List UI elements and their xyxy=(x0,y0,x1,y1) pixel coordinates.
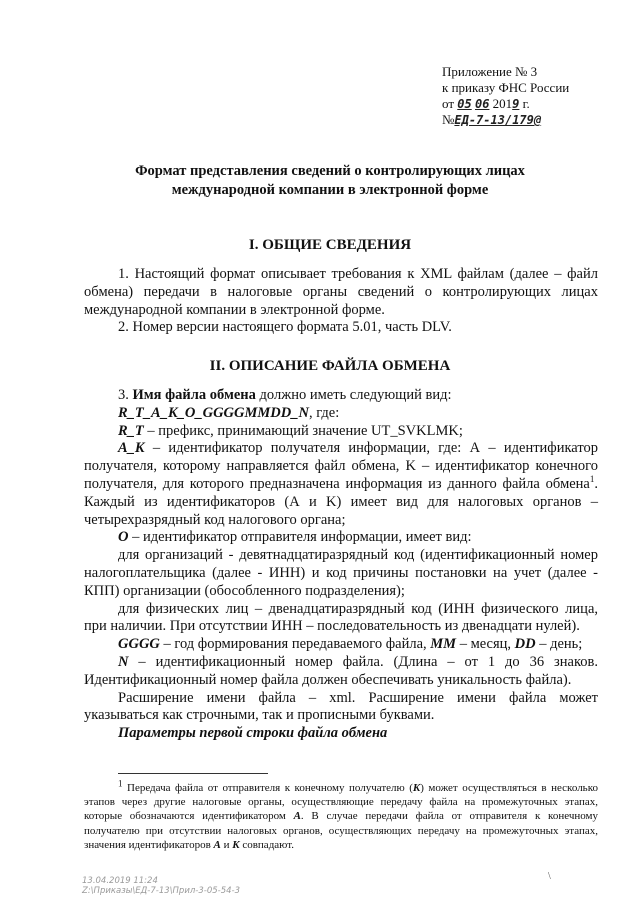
date-month: 06 xyxy=(474,97,490,111)
stamp-line-1: 13.04.2019 11:24 xyxy=(82,876,158,886)
ak-def-2: . Каждый из идентификаторов (А и K) имеет вид для налоговых органов – четырехразрядный код налогового органа; xyxy=(84,475,598,528)
document-title xyxy=(80,162,580,200)
section-1-heading: I. ОБЩИЕ СВЕДЕНИЯ xyxy=(248,237,412,253)
rt-term: R_T xyxy=(118,422,144,439)
footnote-separator xyxy=(118,773,268,774)
dd-term: DD xyxy=(514,636,536,653)
date-suffix: г. xyxy=(522,96,530,111)
paragraph-1: 1. Настоящий формат описывает требования к XML файлам (далее – файл обмена) передачи в налоговые органы сведений о контролирующих лицах международной компании в электронной форме. xyxy=(84,266,598,318)
pattern-tail: , где: xyxy=(308,404,340,421)
section-2-heading: II. ОПИСАНИЕ ФАЙЛА ОБМЕНА xyxy=(209,358,451,374)
date-year-digit: 9 xyxy=(512,97,520,111)
params-heading: Параметры первой строки файла обмена xyxy=(118,725,388,742)
fn-text-1: Передача файла от отправителя к конечному получателю ( xyxy=(122,782,413,794)
fn-a-1: А xyxy=(293,810,301,823)
rt-def: – префикс, принимающий значение UT_SVKLMK; xyxy=(143,422,463,439)
footnote-mark: 1 xyxy=(118,778,123,789)
n-definition xyxy=(84,654,598,690)
fn-text-4: и xyxy=(220,838,233,851)
ak-term: A_K xyxy=(118,440,145,457)
order-number: ЕД-7-13/179@ xyxy=(454,113,542,127)
p3-prefix: 3. xyxy=(118,387,133,403)
o-term: O xyxy=(118,529,129,546)
fn-k-2: K xyxy=(232,838,240,851)
appendix-number xyxy=(442,112,569,128)
footnote-ref[interactable]: 1 xyxy=(589,474,595,485)
filename-pattern xyxy=(84,405,598,423)
extension-paragraph: Расширение имени файла – xml. Расширение имени файла может указываться как строчными, так и прописными буквами. xyxy=(84,689,598,724)
dd-def: – день; xyxy=(535,636,583,653)
corner-mark: \ xyxy=(548,871,551,882)
gggg-def: – год формирования передаваемого файла, xyxy=(159,636,431,653)
date-definition xyxy=(84,636,598,654)
fn-text-2: ) может осуществляться в несколько этапов через другие налоговые органы, осуществляющие передачу файла на промежуточных этапах, которые обозначаются идентификатором xyxy=(84,782,598,823)
appendix-date xyxy=(442,96,569,112)
paragraph-3 xyxy=(84,387,598,405)
mm-term: MM xyxy=(430,636,457,653)
ak-def: – идентификатор получателя информации, где: А – идентификатор получателя, которому направляется файл обмена, K – идентификатор конечного получателя, для которого предназначена информация из данного файла обмена xyxy=(84,440,598,492)
p3-rest: должно иметь следующий вид: xyxy=(255,387,452,403)
pattern-term: R_T_A_K_O_GGGGMMDD_N xyxy=(118,404,309,421)
o-definition xyxy=(84,529,598,547)
fn-k-1: K xyxy=(412,782,421,794)
title-line-1: Формат представления сведений о контролирующих лицах xyxy=(135,163,525,179)
rt-definition xyxy=(84,423,598,441)
fn-a-2: А xyxy=(213,838,221,851)
ak-definition xyxy=(84,440,598,529)
org-definition: для организаций - девятнадцатиразрядный код (идентификационный номер налогоплательщика (далее - ИНН) и код причины постановки на учет (далее - КПП) организации (обособленного подразделения); xyxy=(84,547,598,599)
number-prefix: № xyxy=(442,112,455,127)
o-def: – идентификатор отправителя информации, имеет вид: xyxy=(128,529,472,546)
appendix-line-2: к приказу ФНС России xyxy=(442,80,570,95)
paragraph-2: 2. Номер версии настоящего формата 5.01, часть DLV. xyxy=(118,319,452,336)
mm-def: – месяц, xyxy=(456,636,515,653)
n-def: – идентификационный номер файла. (Длина – от 1 до 36 знаков. Идентификационный номер файла должен обеспечивать уникальность файла). xyxy=(84,653,598,688)
print-stamp xyxy=(82,876,240,896)
date-day: 05 xyxy=(457,97,472,111)
section-1-body xyxy=(84,266,598,337)
footnote xyxy=(84,778,598,852)
fn-text-5: совпадают. xyxy=(239,838,294,851)
fn-text-3: . В случае передачи файла от отправителя к конечному получателю при отсутствии налоговых органов, осуществляющих передачу на промежуточных этапах, значения идентификаторов xyxy=(84,810,598,851)
section-2-body xyxy=(84,387,598,743)
p3-bold: Имя файла обмена xyxy=(132,387,256,403)
appendix-block xyxy=(442,64,569,128)
stamp-line-2: Z:\Приказы\ЕД-7-13\Прил-3-05-54-3 xyxy=(82,886,240,896)
date-year-prefix: 201 xyxy=(492,96,513,111)
n-term: N xyxy=(118,653,129,670)
appendix-line-1: Приложение № 3 xyxy=(442,64,538,79)
person-definition: для физических лиц – двенадцатиразрядный код (ИНН физического лица, при наличии. При отсутствии ИНН – последовательность из двенадцати нулей). xyxy=(84,600,598,635)
title-line-2: международной компании в электронной форме xyxy=(171,182,489,198)
gggg-term: GGGG xyxy=(118,636,160,653)
date-prefix: от xyxy=(442,96,455,111)
